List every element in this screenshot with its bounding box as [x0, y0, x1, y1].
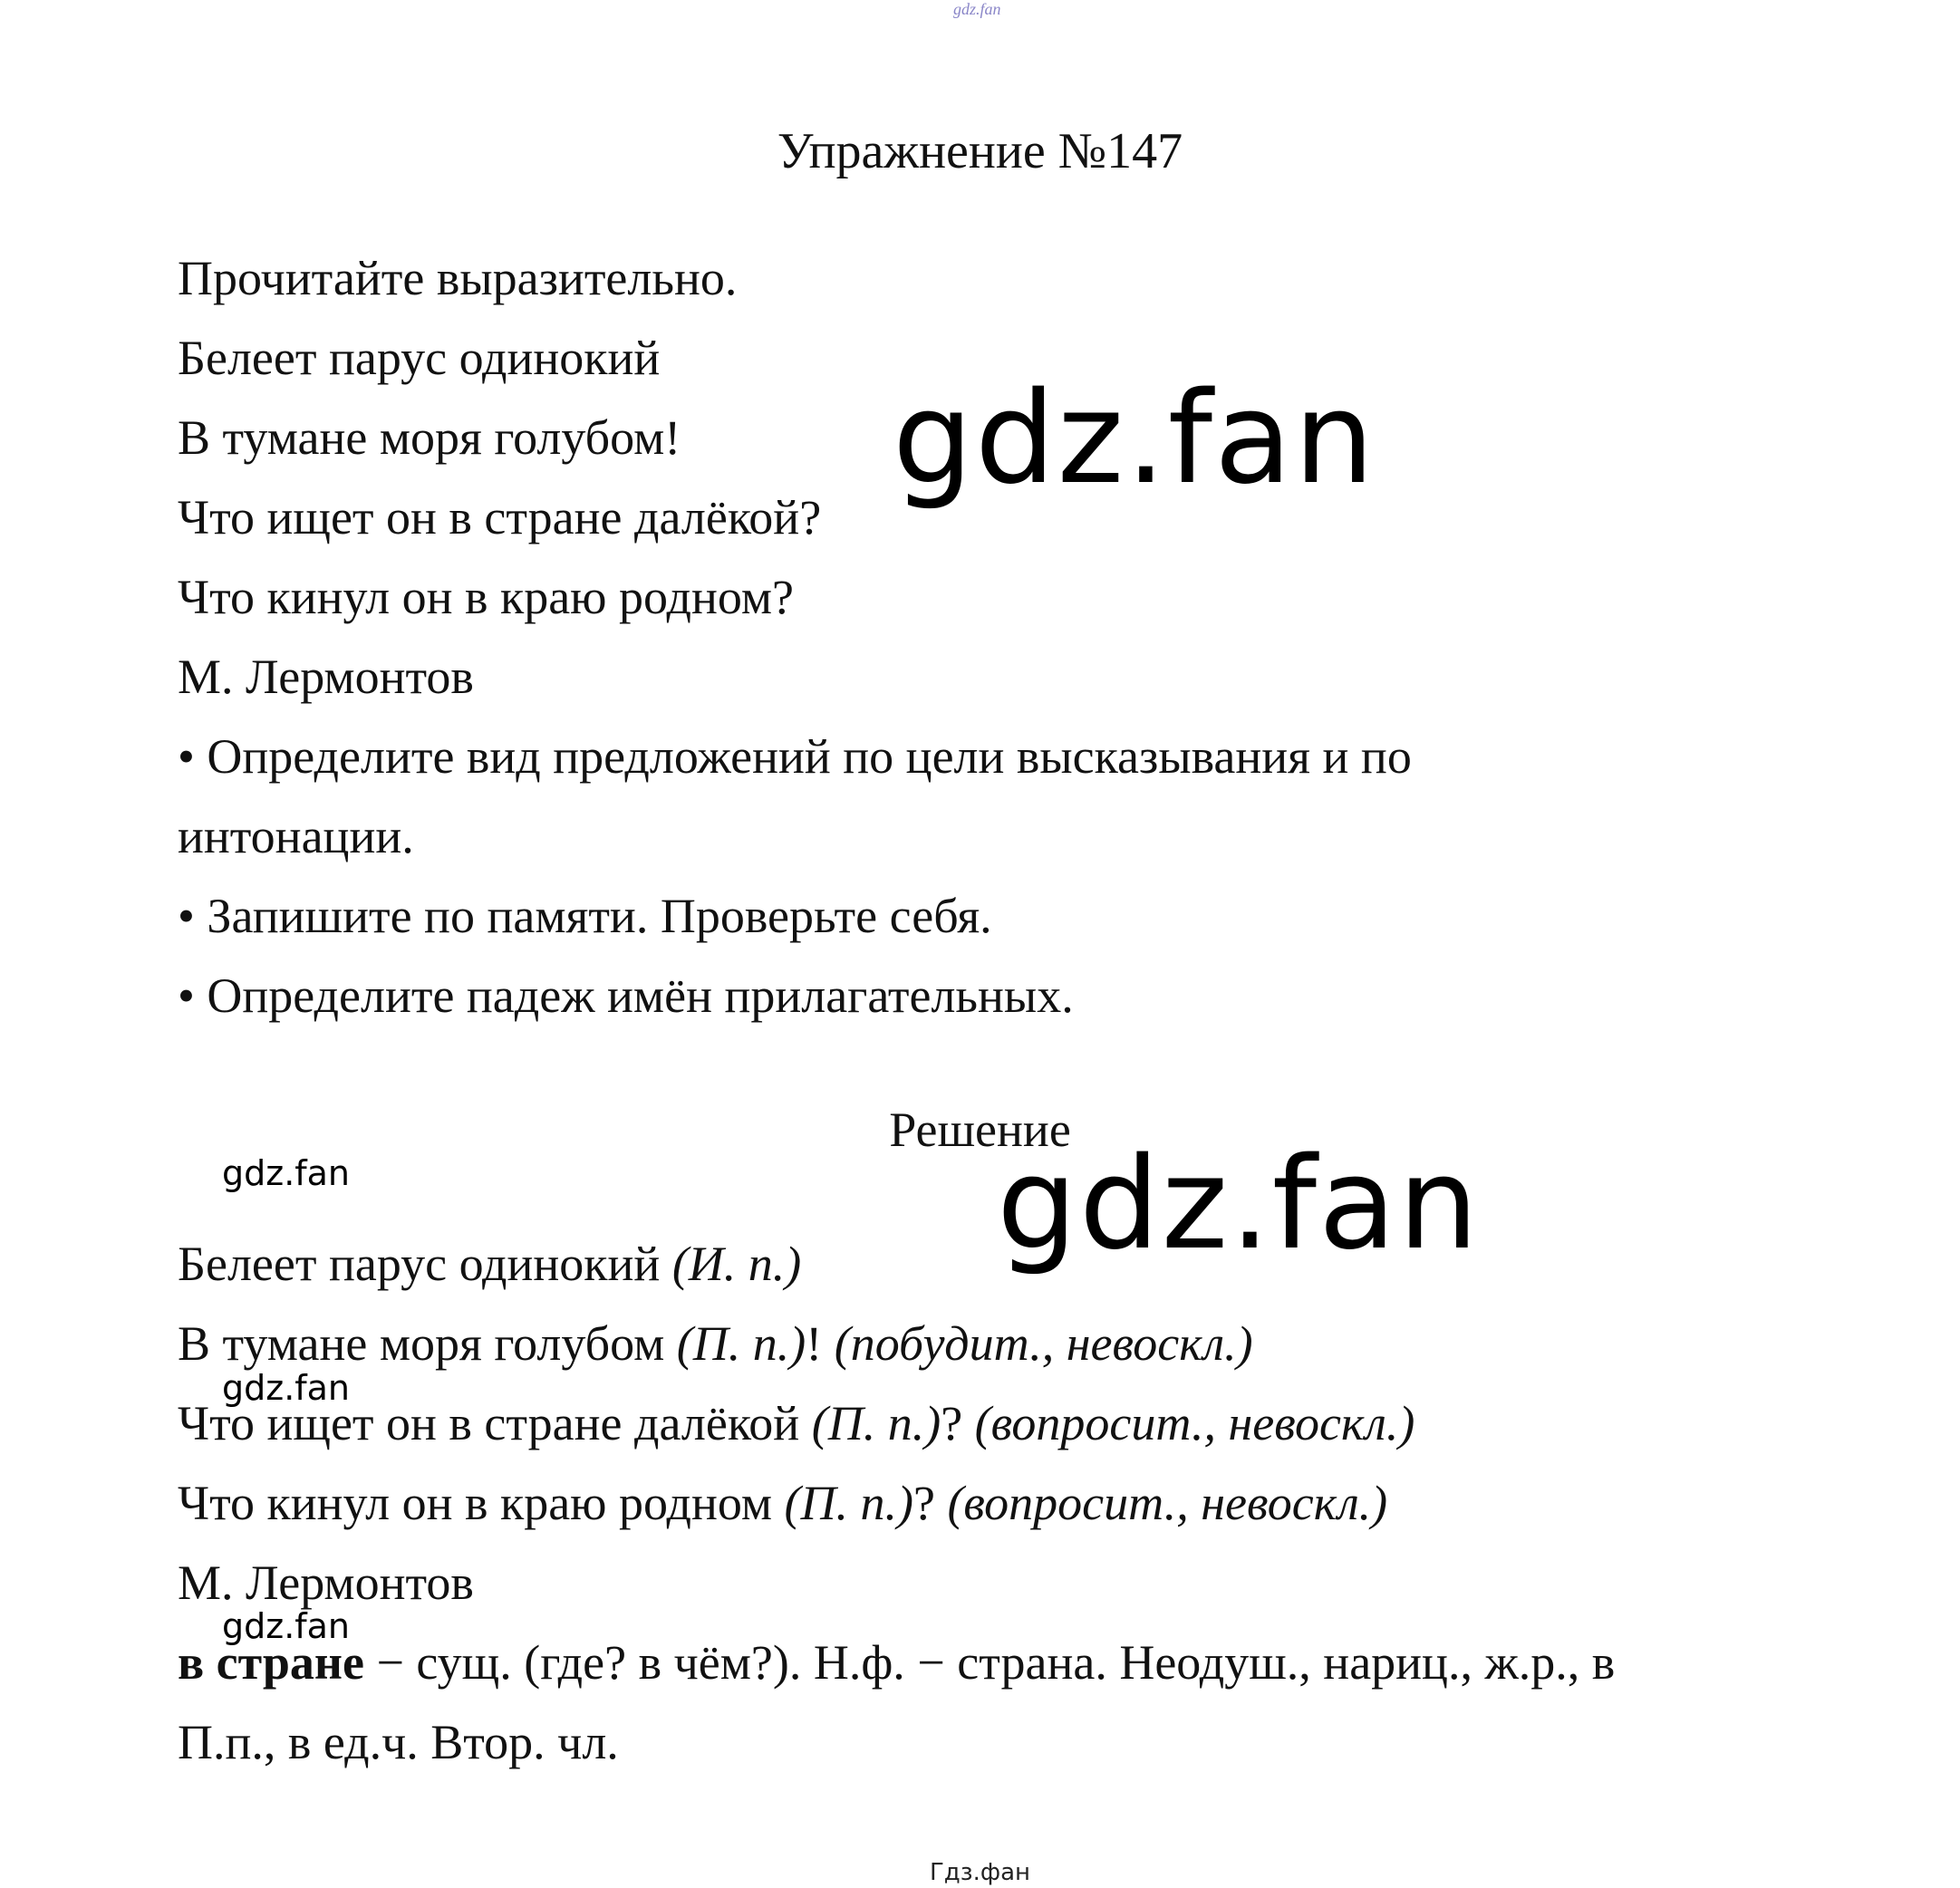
solution-line — [178, 1394, 1414, 1452]
solution-title: Решение — [889, 1103, 1071, 1157]
task-line: • Определите падеж имён прилагательных. — [178, 968, 1074, 1023]
solution-line — [178, 1474, 1387, 1532]
punctuation: ? — [941, 1396, 975, 1450]
task-line: Белеет парус одинокий — [178, 331, 661, 385]
task-line: В тумане моря голубом! — [178, 410, 681, 465]
solution-line — [178, 1235, 801, 1293]
watermark-large: gdz.fan — [997, 1131, 1481, 1278]
word-analysis — [178, 1633, 1615, 1691]
watermark-large: gdz.fan — [893, 365, 1376, 513]
task-line: интонации. — [178, 809, 414, 863]
analysis-text: − сущ. (где? в чём?). Н.ф. − страна. Неодуш., нариц., ж.р., в — [363, 1635, 1616, 1690]
task-line: • Запишите по памяти. Проверьте себя. — [178, 889, 992, 943]
top-watermark: gdz.fan — [953, 0, 1001, 18]
sentence-type-note: (вопросит., невоскл.) — [974, 1396, 1415, 1450]
solution-line-text: Что ищет он в стране далёкой — [178, 1396, 812, 1450]
page-title: Упражнение №147 — [777, 123, 1183, 179]
case-note: (И. п.) — [671, 1237, 802, 1291]
task-line: Прочитайте выразительно. — [178, 251, 738, 305]
case-note: (П. п.) — [811, 1396, 941, 1450]
watermark-small: gdz.fan — [222, 1606, 351, 1646]
task-line: Что ищет он в стране далёкой? — [178, 490, 822, 544]
page-footer: Гдз.фан — [929, 1859, 1031, 1886]
punctuation: ? — [912, 1476, 948, 1530]
task-line: • Определите вид предложений по цели высказывания и по — [178, 729, 1412, 784]
sentence-type-note: (побудит., невоскл.) — [834, 1316, 1253, 1371]
case-note: (П. п.) — [676, 1316, 806, 1371]
task-line: М. Лермонтов — [178, 650, 474, 704]
analysis-word: в стране — [178, 1635, 364, 1690]
case-note: (П. п.) — [784, 1476, 913, 1530]
solution-line — [178, 1315, 1253, 1373]
solution-author: М. Лермонтов — [178, 1556, 474, 1610]
word-analysis-continued: П.п., в ед.ч. Втор. чл. — [178, 1715, 619, 1769]
solution-line-text: Что кинул он в краю родном — [178, 1476, 785, 1530]
watermark-small: gdz.fan — [222, 1368, 351, 1408]
sentence-type-note: (вопросит., невоскл.) — [947, 1476, 1388, 1530]
punctuation: ! — [806, 1316, 835, 1371]
watermark-small: gdz.fan — [222, 1153, 351, 1193]
solution-line-text: В тумане моря голубом — [178, 1316, 677, 1371]
task-line: Что кинул он в краю родном? — [178, 570, 794, 624]
solution-line-text: Белеет парус одинокий — [178, 1237, 672, 1291]
